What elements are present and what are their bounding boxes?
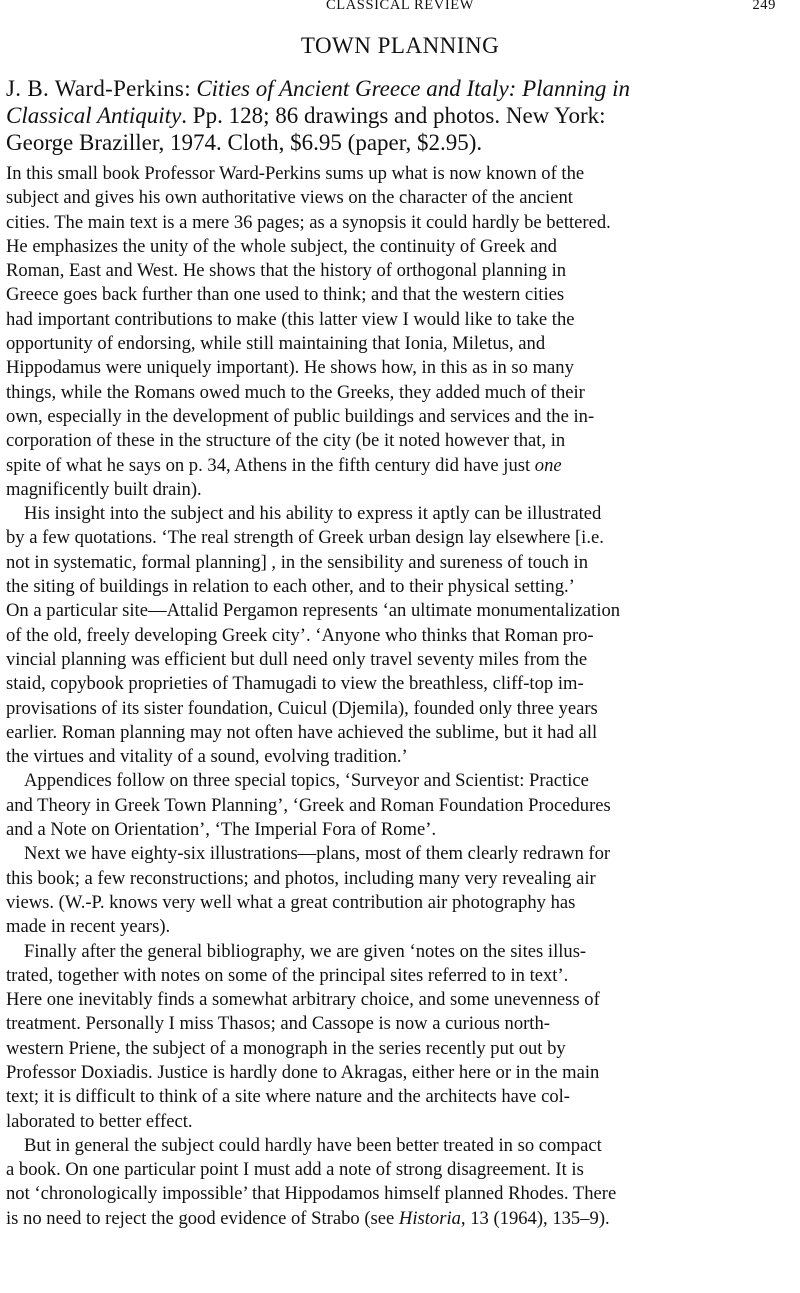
- text-line: and a Note on Orientation’, ‘The Imperial Fora of Rome’.: [6, 819, 437, 841]
- text-line: Hippodamus were uniquely important). He shows how, in this as in so many: [6, 357, 574, 379]
- text-line: vincial planning was efficient but dull need only travel seventy miles from the: [6, 648, 588, 670]
- text-line: trated, together with notes on some of the principal sites referred to in text’.: [6, 964, 569, 986]
- text-line: [6, 454, 794, 478]
- text-line: of the old, freely developing Greek city’. ‘Anyone who thinks that Roman pro-: [6, 624, 594, 646]
- section-title: TOWN PLANNING: [300, 33, 500, 58]
- citation-author-surname: Ward-Perkins: [54, 76, 185, 101]
- paragraph-1: [6, 162, 794, 502]
- text-line: Next we have eighty-six illustrations—plans, most of them clearly redrawn for: [24, 843, 611, 865]
- citation-line-2: [6, 102, 794, 129]
- citation-book-title-cont: Classical Antiquity: [6, 103, 182, 128]
- text-line: Roman, East and West. He shows that the history of orthogonal planning in: [6, 260, 567, 282]
- text-line: On a particular site—Attalid Pergamon represents ‘an ultimate monumentalization: [6, 600, 621, 622]
- paragraph-6: [6, 1134, 794, 1231]
- text-line: Professor Doxiadis. Justice is hardly done to Akragas, either here or in the main: [6, 1061, 600, 1083]
- paragraph-2: [6, 502, 794, 769]
- text-line: treatment. Personally I miss Thasos; and Cassope is now a curious north-: [6, 1013, 550, 1035]
- page-number: 249: [752, 0, 776, 13]
- text-line: cities. The main text is a mere 36 pages; as a synopsis it could hardly be bettered.: [6, 211, 611, 233]
- italic-journal-title: Historia: [398, 1207, 461, 1229]
- text-line: the siting of buildings in relation to each other, and to their physical setting.’: [6, 576, 575, 598]
- text-segment: spite of what he says on p. 34, Athens in the fifth century did have just: [6, 454, 535, 476]
- citation-book-title: Cities of Ancient Greece and Italy: Planning in: [196, 76, 631, 101]
- citation-details: . Pp. 128; 86 drawings and photos. New York:: [181, 103, 606, 128]
- text-line: and Theory in Greek Town Planning’, ‘Greek and Roman Foundation Procedures: [6, 794, 611, 816]
- text-line: had important contributions to make (this latter view I would like to take the: [6, 308, 575, 330]
- paragraph-3: [6, 769, 794, 842]
- paragraph-4: [6, 842, 794, 939]
- text-line: the virtues and vitality of a sound, evolving tradition.’: [6, 746, 408, 768]
- text-line: western Priene, the subject of a monograph in the series recently put out by: [6, 1037, 566, 1059]
- text-line: [6, 1207, 794, 1231]
- text-line: But in general the subject could hardly have been better treated in so compact: [24, 1134, 602, 1156]
- text-line: made in recent years).: [6, 916, 171, 938]
- text-line: laborated to better effect.: [6, 1110, 193, 1132]
- text-line: opportunity of endorsing, while still maintaining that Ionia, Miletus, and: [6, 333, 546, 355]
- running-head: [6, 0, 794, 20]
- citation-colon: :: [184, 76, 197, 101]
- review-body: [6, 162, 794, 1231]
- text-line: His insight into the subject and his ability to express it aptly can be illustrated: [24, 503, 602, 525]
- citation-author: [55, 76, 185, 101]
- text-line: things, while the Romans owed much to the Greeks, they added much of their: [6, 381, 585, 403]
- text-line: not in systematic, formal planning] , in the sensibility and sureness of touch in: [6, 551, 588, 573]
- text-line: not ‘chronologically impossible’ that Hippodamos himself planned Rhodes. There: [6, 1183, 617, 1205]
- text-line: subject and gives his own authoritative views on the character of the ancient: [6, 187, 573, 209]
- text-line: this book; a few reconstructions; and photos, including many very revealing air: [6, 867, 596, 889]
- text-line: In this small book Professor Ward-Perkins sums up what is now known of the: [6, 163, 585, 184]
- text-line: views. (W.-P. knows very well what a great contribution air photography has: [6, 891, 576, 913]
- text-line: magnificently built drain).: [6, 478, 202, 500]
- text-line: a book. On one particular point I must add a note of strong disagreement. It is: [6, 1159, 584, 1181]
- citation-line-1: [6, 75, 794, 102]
- citation-line-3: George Braziller, 1974. Cloth, $6.95 (paper, $2.95).: [6, 130, 483, 155]
- running-title: CLASSICAL REVIEW: [325, 0, 474, 13]
- text-line: Here one inevitably finds a somewhat arbitrary choice, and some unevenness of: [6, 989, 600, 1011]
- text-line: earlier. Roman planning may not often have achieved the sublime, but it had all: [6, 721, 598, 743]
- text-line: Finally after the general bibliography, we are given ‘notes on the sites illus-: [24, 940, 587, 962]
- text-segment: is no need to reject the good evidence of Strabo (see: [6, 1207, 399, 1229]
- text-line: Greece goes back further than one used to think; and that the western cities: [6, 284, 565, 306]
- citation-initials: J. B.: [6, 76, 55, 101]
- book-citation: [6, 75, 794, 156]
- paragraph-5: [6, 940, 794, 1134]
- text-line: He emphasizes the unity of the whole subject, the continuity of Greek and: [6, 235, 557, 257]
- text-line: corporation of these in the structure of the city (be it noted however that, in: [6, 430, 566, 452]
- italic-emphasis: one: [534, 454, 562, 476]
- text-line: staid, copybook proprieties of Thamugadi to view the breathless, cliff-top im-: [6, 673, 584, 695]
- text-line: Appendices follow on three special topics, ‘Surveyor and Scientist: Practice: [24, 770, 589, 792]
- text-line: by a few quotations. ‘The real strength of Greek urban design lay elsewhere [i.e.: [6, 527, 604, 549]
- text-line: provisations of its sister foundation, Cuicul (Djemila), founded only three years: [6, 697, 598, 719]
- text-line: own, especially in the development of public buildings and services and the in-: [6, 405, 595, 427]
- text-segment: , 13 (1964), 135–9).: [460, 1207, 610, 1229]
- text-line: text; it is difficult to think of a site where nature and the architects have col-: [6, 1086, 570, 1108]
